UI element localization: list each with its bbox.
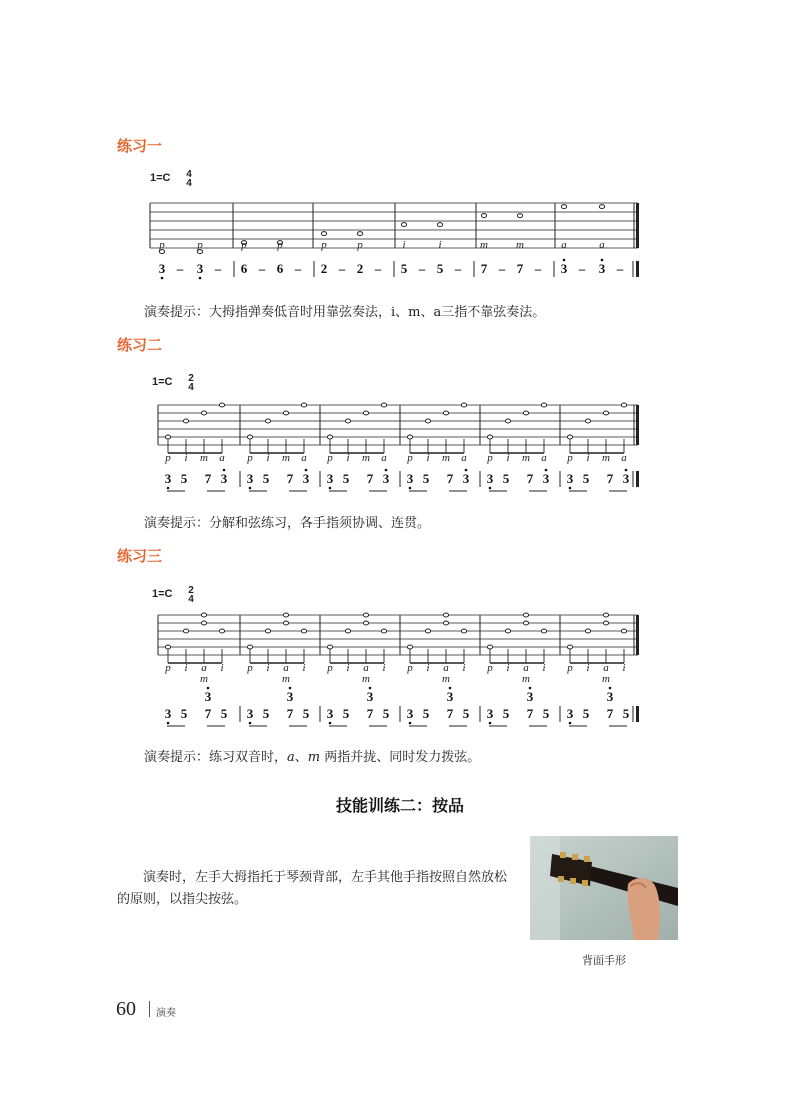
octave-dot-below [409, 722, 412, 725]
jianpu-number: 3 [566, 471, 574, 486]
note-head [219, 403, 224, 407]
finger-label: a [283, 662, 289, 674]
jianpu-number: 6 [240, 261, 248, 276]
finger-label-sub: m [442, 673, 450, 685]
jianpu-number: 3 [366, 689, 374, 704]
jianpu-number: 3 [204, 689, 212, 704]
finger-label: a [561, 239, 567, 251]
note-head [345, 419, 350, 423]
octave-dot-below [167, 722, 170, 725]
note-head [585, 419, 590, 423]
note-head [201, 411, 206, 415]
note-head [523, 411, 528, 415]
octave-dot-below [167, 487, 170, 490]
octave-dot-below [489, 487, 492, 490]
jianpu-number: 5 [542, 706, 550, 721]
jianpu-number: 7 [606, 471, 614, 486]
finger-label: p [241, 239, 247, 251]
section-paragraph: 演奏时，左手大拇指托于琴颈背部，左手其他手指按照自然放松的原则，以指尖按弦。 [117, 870, 508, 907]
jianpu-number: 3 [158, 261, 166, 276]
finger-label: a [381, 452, 387, 464]
jianpu-number: 5 [436, 261, 444, 276]
jianpu-number: – [454, 261, 462, 276]
finger-label: m [282, 452, 290, 464]
finger-label: a [219, 452, 225, 464]
octave-dot-above [563, 259, 566, 262]
finger-label: p [247, 452, 253, 464]
note-head [425, 629, 430, 633]
finger-label: p [321, 239, 327, 251]
finger-label-sub: m [362, 673, 370, 685]
octave-dot-above [385, 469, 388, 472]
finger-label: a [443, 662, 449, 674]
note-head [265, 419, 270, 423]
finger-label: i [402, 239, 406, 251]
jianpu-number: 7 [366, 471, 374, 486]
note-head [345, 629, 350, 633]
jianpu-number: 3 [382, 471, 390, 486]
jianpu-number: 3 [542, 471, 550, 486]
finger-label: i [622, 662, 626, 674]
jianpu-number: 5 [622, 706, 630, 721]
jianpu-number: 5 [342, 706, 350, 721]
note-head [363, 613, 368, 617]
jianpu-number: – [578, 261, 586, 276]
finger-label: i [542, 662, 546, 674]
note-head [541, 629, 546, 633]
finger-label: p [487, 662, 493, 674]
note-head [585, 629, 590, 633]
finger-label: p [165, 662, 171, 674]
jianpu-number: 3 [164, 471, 172, 486]
note-head [265, 629, 270, 633]
jianpu-number: – [214, 261, 222, 276]
finger-label: a [363, 662, 369, 674]
footer-label: 演奏 [156, 1008, 176, 1019]
jianpu-number: 5 [382, 706, 390, 721]
jianpu-number: – [338, 261, 346, 276]
finger-label: p [407, 662, 413, 674]
note-head [165, 645, 170, 649]
note-head [443, 411, 448, 415]
octave-dot-above [369, 687, 372, 690]
octave-dot-above [545, 469, 548, 472]
exercise2-notation [140, 395, 660, 495]
jianpu-number: 3 [622, 471, 630, 486]
finger-label: i [506, 662, 510, 674]
finger-label: a [461, 452, 467, 464]
note-head [603, 621, 608, 625]
tip-separator: 、 [294, 750, 308, 765]
exercise3-tip [144, 746, 480, 765]
jianpu-number: 7 [286, 706, 294, 721]
finger-label: m [442, 452, 450, 464]
time-denominator: 4 [186, 178, 192, 189]
jianpu-number: 3 [246, 706, 254, 721]
octave-dot-below [489, 722, 492, 725]
finger-label: i [302, 662, 306, 674]
octave-dot-below [249, 722, 252, 725]
jianpu-number: 7 [366, 706, 374, 721]
note-head [201, 621, 206, 625]
note-head [357, 232, 362, 236]
jianpu-number: 5 [422, 706, 430, 721]
finger-label: p [407, 452, 413, 464]
finger-label: i [586, 452, 590, 464]
jianpu-number: 3 [326, 706, 334, 721]
exercise2-time-signature [186, 374, 196, 392]
jianpu-number: 7 [204, 471, 212, 486]
exercise3-title: 练习三 [117, 547, 163, 565]
finger-label: i [462, 662, 466, 674]
note-head [487, 435, 492, 439]
jianpu-number: – [616, 261, 624, 276]
jianpu-number: 3 [526, 689, 534, 704]
jianpu-number: 3 [598, 261, 606, 276]
jianpu-number: 3 [406, 706, 414, 721]
note-head [487, 645, 492, 649]
note-head [443, 613, 448, 617]
page-number: 60 [116, 998, 136, 1020]
jianpu-number: – [534, 261, 542, 276]
jianpu-number: 2 [356, 261, 364, 276]
note-head [505, 629, 510, 633]
finger-label: i [438, 239, 442, 251]
finger-label: m [200, 452, 208, 464]
jianpu-final-bar-thick [636, 706, 639, 722]
octave-dot-below [199, 277, 202, 280]
note-head [327, 435, 332, 439]
note-head [599, 205, 604, 209]
jianpu-number: – [374, 261, 382, 276]
finger-label: p [567, 662, 573, 674]
note-head [407, 435, 412, 439]
note-head [363, 411, 368, 415]
jianpu-number: 5 [180, 706, 188, 721]
octave-dot-above [529, 687, 532, 690]
jianpu-number: 3 [566, 706, 574, 721]
jianpu-number: 3 [606, 689, 614, 704]
finger-label: p [247, 662, 253, 674]
section-title: 技能训练二：按品 [335, 796, 464, 815]
jianpu-number: 5 [220, 706, 228, 721]
exercise1-notation [140, 185, 660, 285]
finger-label: m [362, 452, 370, 464]
jianpu-number: 7 [480, 261, 488, 276]
finger-label: p [327, 662, 333, 674]
time-denominator: 4 [188, 594, 194, 605]
jianpu-number: 5 [422, 471, 430, 486]
tip-text-after: 两指并拢、同时发力拨弦。 [320, 750, 481, 765]
finger-label-sub: m [522, 673, 530, 685]
finger-label: m [480, 239, 488, 251]
note-head [505, 419, 510, 423]
finger-label: p [159, 239, 165, 251]
note-head [381, 629, 386, 633]
finger-label: i [220, 662, 224, 674]
finger-label: i [426, 662, 430, 674]
note-head [327, 645, 332, 649]
jianpu-number: 5 [180, 471, 188, 486]
jianpu-number: 2 [320, 261, 328, 276]
jianpu-number: – [258, 261, 266, 276]
octave-dot-below [409, 487, 412, 490]
jianpu-number: 3 [246, 471, 254, 486]
final-bar-thick [636, 203, 639, 248]
finger-label: p [567, 452, 573, 464]
tip-finger-m: m [307, 750, 321, 765]
tip-finger-a: a [287, 750, 295, 765]
note-head [603, 411, 608, 415]
finger-label: a [621, 452, 627, 464]
octave-dot-below [329, 722, 332, 725]
exercise2-title: 练习二 [117, 336, 163, 354]
jianpu-number: 3 [302, 471, 310, 486]
note-head [621, 629, 626, 633]
finger-label: i [346, 452, 350, 464]
jianpu-number: – [294, 261, 302, 276]
finger-label: m [522, 452, 530, 464]
note-head [283, 613, 288, 617]
guitar-hand-illustration [530, 836, 678, 940]
note-head [401, 223, 406, 227]
note-head [461, 403, 466, 407]
footer-divider [149, 1001, 150, 1017]
note-head [481, 214, 486, 218]
octave-dot-below [161, 277, 164, 280]
note-head [621, 403, 626, 407]
note-head [363, 621, 368, 625]
jianpu-number: 3 [560, 261, 568, 276]
jianpu-number: 5 [262, 706, 270, 721]
finger-label: i [266, 452, 270, 464]
note-head [247, 435, 252, 439]
time-numerator: 2 [188, 585, 194, 596]
note-head [425, 419, 430, 423]
octave-dot-below [249, 487, 252, 490]
finger-label: a [599, 239, 605, 251]
octave-dot-above [601, 259, 604, 262]
note-head [219, 629, 224, 633]
note-head [283, 411, 288, 415]
jianpu-number: 3 [486, 471, 494, 486]
note-head [301, 629, 306, 633]
final-bar-thick [636, 615, 639, 655]
photo-caption: 背面手形 [582, 954, 626, 967]
note-head [321, 232, 326, 236]
exercise1-tip: 演奏提示：大拇指弹奏低音时用靠弦奏法，i、m、a三指不靠弦奏法。 [144, 305, 546, 320]
back-hand-photo [530, 836, 678, 940]
jianpu-number: 7 [606, 706, 614, 721]
jianpu-number: 7 [446, 706, 454, 721]
jianpu-number: 3 [164, 706, 172, 721]
jianpu-final-bar-thick [636, 261, 639, 277]
time-numerator: 2 [188, 373, 194, 384]
finger-label: i [506, 452, 510, 464]
finger-label: p [197, 239, 203, 251]
note-head [183, 629, 188, 633]
exercise1-title: 练习一 [117, 137, 163, 155]
note-head [165, 435, 170, 439]
jianpu-number: 5 [582, 471, 590, 486]
octave-dot-above [609, 687, 612, 690]
note-head [443, 621, 448, 625]
jianpu-number: 5 [302, 706, 310, 721]
finger-label: m [602, 452, 610, 464]
jianpu-number: 3 [286, 689, 294, 704]
note-head [283, 621, 288, 625]
finger-label-sub: m [282, 673, 290, 685]
finger-label: i [184, 662, 188, 674]
jianpu-number: 5 [262, 471, 270, 486]
jianpu-number: 5 [342, 471, 350, 486]
note-head [183, 419, 188, 423]
exercise3-time-signature [186, 586, 196, 604]
finger-label: p [277, 239, 283, 251]
time-numerator: 4 [186, 169, 192, 180]
note-head [567, 645, 572, 649]
note-head [603, 613, 608, 617]
finger-label: a [523, 662, 529, 674]
jianpu-number: 3 [446, 689, 454, 704]
exercise3-key: 1=C [152, 588, 173, 600]
finger-label: m [516, 239, 524, 251]
jianpu-number: – [176, 261, 184, 276]
note-head [461, 629, 466, 633]
jianpu-number: 3 [486, 706, 494, 721]
jianpu-number: 7 [526, 706, 534, 721]
finger-label: i [426, 452, 430, 464]
jianpu-number: 3 [406, 471, 414, 486]
jianpu-final-bar-thick [636, 471, 639, 487]
finger-label: a [603, 662, 609, 674]
octave-dot-below [569, 722, 572, 725]
note-head [381, 403, 386, 407]
jianpu-number: 3 [462, 471, 470, 486]
octave-dot-above [625, 469, 628, 472]
jianpu-number: 7 [446, 471, 454, 486]
finger-label: p [165, 452, 171, 464]
octave-dot-above [289, 687, 292, 690]
octave-dot-above [207, 687, 210, 690]
finger-label: p [357, 239, 363, 251]
exercise1-key: 1=C [150, 172, 171, 184]
finger-label: a [201, 662, 207, 674]
note-head [247, 645, 252, 649]
note-head [437, 223, 442, 227]
jianpu-number: 3 [196, 261, 204, 276]
final-bar-thick [636, 405, 639, 445]
exercise2-tip: 演奏提示：分解和弦练习，各手指须协调、连贯。 [144, 516, 431, 531]
finger-label: i [382, 662, 386, 674]
finger-label: i [346, 662, 350, 674]
octave-dot-above [449, 687, 452, 690]
jianpu-number: 5 [502, 471, 510, 486]
time-denominator: 4 [188, 382, 194, 393]
finger-label: p [487, 452, 493, 464]
note-head [561, 205, 566, 209]
note-head [407, 645, 412, 649]
exercise3-notation [140, 605, 660, 730]
finger-label-sub: m [602, 673, 610, 685]
jianpu-number: – [498, 261, 506, 276]
finger-label-sub: m [200, 673, 208, 685]
octave-dot-above [465, 469, 468, 472]
finger-label: a [301, 452, 307, 464]
note-head [523, 621, 528, 625]
jianpu-number: 6 [276, 261, 284, 276]
note-head [523, 613, 528, 617]
note-head [201, 613, 206, 617]
finger-label: a [541, 452, 547, 464]
jianpu-number: 3 [326, 471, 334, 486]
jianpu-number: – [418, 261, 426, 276]
jianpu-number: 5 [400, 261, 408, 276]
jianpu-number: 5 [582, 706, 590, 721]
note-head [301, 403, 306, 407]
finger-label: p [327, 452, 333, 464]
jianpu-number: 5 [462, 706, 470, 721]
finger-label: i [184, 452, 188, 464]
finger-label: i [266, 662, 270, 674]
octave-dot-above [305, 469, 308, 472]
note-head [517, 214, 522, 218]
jianpu-number: 7 [286, 471, 294, 486]
exercise2-key: 1=C [152, 376, 173, 388]
jianpu-number: 3 [220, 471, 228, 486]
octave-dot-below [569, 487, 572, 490]
jianpu-number: 7 [526, 471, 534, 486]
tip-text-before: 演奏提示：练习双音时， [144, 750, 288, 765]
finger-label: i [586, 662, 590, 674]
note-head [567, 435, 572, 439]
note-head [541, 403, 546, 407]
jianpu-number: 7 [204, 706, 212, 721]
jianpu-number: 7 [516, 261, 524, 276]
octave-dot-below [329, 487, 332, 490]
jianpu-number: 5 [502, 706, 510, 721]
octave-dot-above [223, 469, 226, 472]
